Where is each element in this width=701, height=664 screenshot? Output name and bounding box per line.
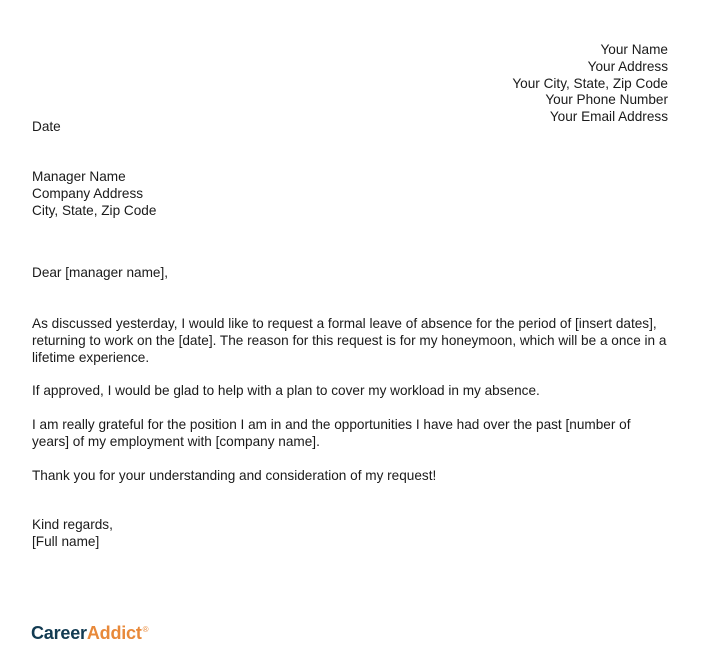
- logo-career-text: Career: [31, 623, 87, 643]
- closing-name: [Full name]: [32, 533, 100, 549]
- body-paragraph-3: I am really grateful for the position I am in and the opportunities I have had over the past [number of years] of my employment with [company name].: [32, 417, 631, 449]
- closing-block: [32, 517, 113, 551]
- careeraddict-logo: [31, 619, 148, 644]
- letter-date: Date: [32, 119, 61, 134]
- recipient-address: Company Address: [32, 185, 144, 201]
- logo-addict-text: Addict: [86, 623, 142, 643]
- sender-phone: Your Phone Number: [545, 92, 668, 108]
- sender-address: Your Address: [587, 58, 668, 74]
- registered-mark-icon: ®: [142, 625, 149, 634]
- sender-block: [512, 42, 668, 126]
- recipient-block: [32, 169, 156, 219]
- sender-city: Your City, State, Zip Code: [512, 75, 668, 91]
- sender-name: Your Name: [600, 42, 668, 57]
- recipient-name: Manager Name: [32, 169, 126, 184]
- body-paragraph-4: Thank you for your understanding and consideration of my request!: [32, 467, 437, 483]
- body-paragraph-1: As discussed yesterday, I would like to request a formal leave of absence for the period of [insert dates], returning to work on the [date]. The reason for this request is for my honeymoon, which will be a once in a lifetime experience.: [32, 316, 667, 365]
- letter-body: [32, 316, 668, 502]
- closing-signoff: Kind regards,: [32, 517, 113, 532]
- body-paragraph-2: If approved, I would be glad to help with a plan to cover my workload in my absence.: [32, 383, 540, 399]
- sender-email: Your Email Address: [549, 109, 668, 125]
- greeting: Dear [manager name],: [32, 265, 169, 280]
- recipient-city: City, State, Zip Code: [32, 202, 157, 218]
